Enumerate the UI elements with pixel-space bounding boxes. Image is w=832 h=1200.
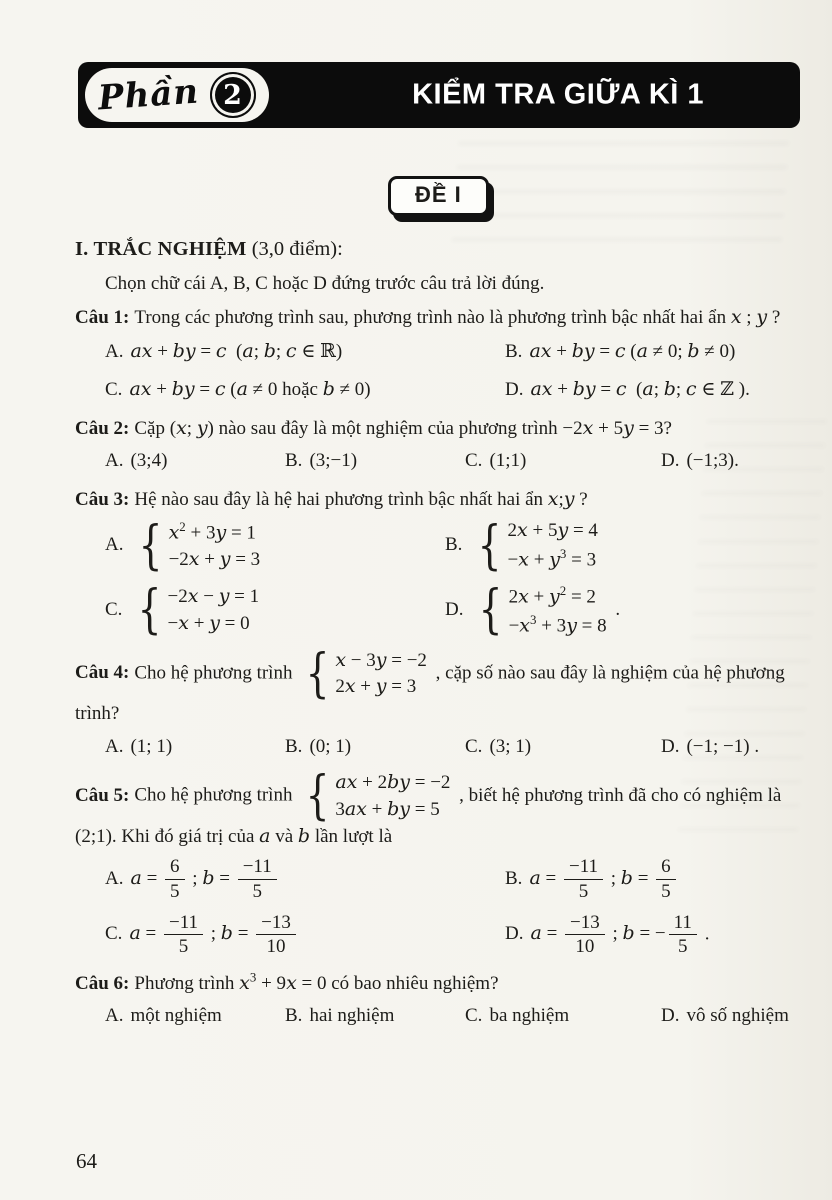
equation: 2x + 5y = 4 bbox=[507, 519, 598, 542]
exam-badge-label: ĐỀ I bbox=[415, 182, 462, 207]
page-number: 64 bbox=[76, 1149, 97, 1173]
option-letter: C. bbox=[105, 923, 123, 945]
option-letter: B. bbox=[505, 867, 523, 889]
answer-option bbox=[505, 912, 804, 959]
text-run: . bbox=[699, 923, 710, 945]
question-label: Câu 2: bbox=[75, 417, 130, 439]
fraction-denominator: 5 bbox=[578, 880, 589, 902]
option-letter: D. bbox=[505, 923, 524, 945]
fraction-denominator: 5 bbox=[252, 880, 262, 902]
text-run: Cho hệ phương trình bbox=[134, 662, 298, 684]
page-content bbox=[75, 234, 804, 1040]
question-block bbox=[75, 414, 804, 476]
fraction-numerator: −13 bbox=[565, 912, 605, 936]
answer-option bbox=[285, 447, 465, 476]
text-run: ; b = bbox=[187, 866, 235, 889]
option-letter: B. bbox=[505, 340, 523, 362]
fraction bbox=[238, 856, 277, 903]
option-letter: A. bbox=[105, 735, 124, 757]
option-letter: A. bbox=[105, 340, 124, 362]
question-label: Câu 3: bbox=[75, 488, 130, 510]
system-brace-icon: { bbox=[139, 515, 163, 576]
question-block bbox=[75, 967, 804, 1030]
fraction-numerator: 6 bbox=[165, 856, 185, 880]
answer-option bbox=[105, 580, 445, 641]
option-letter: C. bbox=[105, 598, 123, 620]
part-number-circle bbox=[210, 72, 256, 118]
text-run: ax + by = c (a; b; c ∈ ℤ ). bbox=[530, 378, 750, 401]
instruction-text: Chọn chữ cái A, B, C hoặc D đứng trước câu trả lời đúng. bbox=[105, 272, 545, 294]
option-letter: C. bbox=[465, 1005, 483, 1027]
answer-option bbox=[505, 337, 804, 367]
fraction bbox=[164, 912, 203, 959]
system-brace-icon: { bbox=[305, 766, 330, 827]
fraction-numerator: 11 bbox=[669, 912, 697, 936]
text-run: (3;−1) bbox=[309, 450, 358, 472]
option-letter: B. bbox=[285, 450, 303, 472]
equation: 2x + y = 3 bbox=[335, 675, 417, 698]
question-text bbox=[75, 643, 804, 729]
options-row bbox=[75, 337, 804, 405]
equation: $2x + y^2 = 2$ bbox=[508, 582, 596, 608]
answer-option bbox=[505, 375, 804, 405]
equation: −x + y = 0 bbox=[167, 611, 250, 634]
text-run: ; b = bbox=[606, 866, 654, 889]
text-run: a = bbox=[529, 866, 561, 889]
section-heading bbox=[75, 234, 804, 265]
system-equations bbox=[335, 648, 427, 700]
option-letter: D. bbox=[445, 598, 464, 620]
header-banner bbox=[78, 62, 800, 128]
text-run: Phương trình $x^3 + 9x = 0$ có bao nhiêu nghiệm? bbox=[134, 969, 499, 994]
answer-option bbox=[465, 733, 661, 762]
options-row bbox=[75, 733, 804, 762]
question-block bbox=[75, 485, 804, 639]
answer-option bbox=[661, 733, 804, 762]
option-letter: D. bbox=[661, 450, 680, 472]
fraction-denominator: 5 bbox=[170, 880, 180, 902]
question-label: Câu 5: bbox=[75, 784, 130, 806]
answer-option bbox=[105, 375, 505, 405]
options-row bbox=[75, 447, 804, 476]
text-run: , biết hệ phương trình đã cho có nghiệm là (2;1). Khi đó giá trị của a và b lần lượt là bbox=[75, 784, 782, 848]
fraction-numerator: 6 bbox=[656, 856, 676, 880]
text-run: Cho hệ phương trình bbox=[134, 784, 298, 806]
answer-option bbox=[105, 733, 285, 762]
fraction bbox=[565, 912, 605, 959]
equation-system bbox=[301, 643, 427, 704]
text-run: ; b = − bbox=[607, 922, 666, 945]
question-block bbox=[75, 766, 804, 958]
text-run: (−1;3). bbox=[686, 450, 739, 472]
equation: $x^2 + 3y = 1$ bbox=[168, 519, 256, 544]
option-letter: C. bbox=[105, 379, 123, 401]
option-letter: A. bbox=[105, 867, 124, 889]
answer-option bbox=[285, 1002, 465, 1031]
section-heading-title: I. TRẮC NGHIỆM bbox=[75, 238, 247, 260]
option-letter: C. bbox=[465, 450, 483, 472]
system-brace-icon: { bbox=[305, 643, 330, 704]
option-letter: D. bbox=[505, 379, 524, 401]
equation: 3ax + by = 5 bbox=[335, 797, 440, 820]
equation: x − 3y = −2 bbox=[335, 648, 427, 671]
text-run: (1; 1) bbox=[130, 735, 173, 757]
fraction bbox=[564, 856, 603, 903]
option-letter: B. bbox=[445, 533, 463, 555]
text-run: (0; 1) bbox=[309, 735, 352, 757]
question-label: Câu 4: bbox=[75, 662, 130, 684]
fraction-numerator: −11 bbox=[164, 912, 203, 936]
text-run: ax + by = c (a ≠ 0 hoặc b ≠ 0) bbox=[129, 378, 371, 401]
system-brace-icon: { bbox=[138, 580, 162, 641]
question-text bbox=[75, 967, 804, 998]
fraction-denominator: 5 bbox=[178, 936, 189, 958]
equation: ax + 2by = −2 bbox=[335, 771, 451, 794]
answer-option bbox=[105, 337, 505, 367]
option-letter: A. bbox=[105, 1005, 124, 1027]
equation: −2x − y = 1 bbox=[167, 585, 260, 608]
text-run: . bbox=[610, 598, 621, 620]
question-label: Câu 1: bbox=[75, 307, 130, 329]
text-run: ax + by = c (a; b; c ∈ ℝ) bbox=[130, 339, 343, 362]
text-run: ba nghiệm bbox=[489, 1005, 570, 1027]
answer-option bbox=[445, 515, 804, 576]
part-badge bbox=[85, 68, 269, 122]
fraction-denominator: 5 bbox=[678, 936, 688, 958]
fraction-denominator: 10 bbox=[575, 936, 595, 958]
equation-system bbox=[474, 582, 606, 639]
fraction-denominator: 10 bbox=[266, 936, 286, 958]
system-brace-icon: { bbox=[479, 580, 503, 641]
text-run: a = bbox=[129, 922, 161, 945]
question-text bbox=[75, 766, 804, 852]
answer-option bbox=[105, 856, 505, 903]
part-label: Phần bbox=[97, 71, 201, 119]
option-letter: C. bbox=[465, 735, 483, 757]
option-letter: B. bbox=[285, 1005, 303, 1027]
options-row bbox=[75, 515, 804, 641]
answer-option bbox=[661, 1002, 804, 1031]
equation-system bbox=[473, 515, 598, 576]
text-run: ; b = bbox=[206, 922, 254, 945]
option-letter: D. bbox=[661, 735, 680, 757]
equation: $-x + y^3 = 3$ bbox=[507, 545, 597, 571]
text-run: một nghiệm bbox=[130, 1005, 222, 1027]
text-run: (3;4) bbox=[130, 450, 168, 472]
fraction bbox=[256, 912, 296, 959]
options-row bbox=[75, 1002, 804, 1031]
text-run: (1;1) bbox=[489, 450, 527, 472]
banner-title: KIỂM TRA GIỮA KÌ 1 bbox=[412, 78, 704, 111]
system-equations bbox=[509, 582, 607, 639]
system-equations bbox=[335, 770, 450, 822]
equation-system bbox=[301, 766, 451, 827]
text-run: ax + by = c (a ≠ 0; b ≠ 0) bbox=[529, 339, 736, 362]
text-run: (−1; −1) . bbox=[686, 735, 760, 757]
text-run: Cặp (x; y) nào sau đây là một nghiệm của phương trình −2x + 5y = 3? bbox=[134, 416, 672, 439]
system-brace-icon: { bbox=[478, 515, 502, 576]
part-number: 2 bbox=[223, 79, 242, 111]
answer-option bbox=[105, 1002, 285, 1031]
fraction bbox=[165, 856, 185, 903]
system-equations bbox=[168, 584, 260, 636]
answer-option bbox=[105, 515, 445, 576]
option-letter: B. bbox=[285, 735, 303, 757]
equation-system bbox=[134, 515, 261, 576]
question-text bbox=[75, 303, 804, 333]
fraction-denominator: 5 bbox=[661, 880, 671, 902]
answer-option bbox=[661, 447, 804, 476]
questions bbox=[75, 303, 804, 1030]
question-label: Câu 6: bbox=[75, 972, 130, 994]
text-run: (3; 1) bbox=[489, 735, 532, 757]
question-block bbox=[75, 643, 804, 761]
answer-option bbox=[505, 856, 804, 903]
option-letter: A. bbox=[105, 533, 124, 555]
answer-option bbox=[105, 447, 285, 476]
exam-badge bbox=[388, 176, 489, 216]
options-row bbox=[75, 856, 804, 958]
fraction-numerator: −11 bbox=[564, 856, 603, 880]
fraction-numerator: −13 bbox=[256, 912, 296, 936]
equation: −2x + y = 3 bbox=[168, 548, 261, 571]
fraction bbox=[656, 856, 676, 903]
option-letter: D. bbox=[661, 1005, 680, 1027]
answer-option bbox=[445, 582, 804, 639]
answer-option bbox=[465, 1002, 661, 1031]
section-heading-suffix: (3,0 điểm): bbox=[246, 238, 343, 260]
equation: $-x^3 + 3y = 8$ bbox=[508, 611, 607, 637]
option-letter: A. bbox=[105, 450, 124, 472]
answer-option bbox=[285, 733, 465, 762]
question-text bbox=[75, 414, 804, 444]
text-run: Trong các phương trình sau, phương trình nào là phương trình bậc nhất hai ẩn x ; y ? bbox=[134, 306, 781, 329]
fraction-numerator: −11 bbox=[238, 856, 277, 880]
system-equations bbox=[169, 518, 261, 573]
text-run: a = bbox=[530, 922, 563, 945]
answer-option bbox=[105, 912, 505, 959]
equation-system bbox=[133, 580, 260, 641]
question-block bbox=[75, 303, 804, 405]
text-run: hai nghiệm bbox=[309, 1005, 395, 1027]
text-run: a = bbox=[130, 866, 163, 889]
fraction bbox=[669, 912, 697, 959]
system-equations bbox=[508, 518, 598, 573]
answer-option bbox=[465, 447, 661, 476]
question-text bbox=[75, 485, 804, 515]
text-run: vô số nghiệm bbox=[686, 1005, 789, 1027]
text-run: , cặp số nào sau đây là nghiệm của hệ phương trình? bbox=[75, 662, 785, 725]
text-run: Hệ nào sau đây là hệ hai phương trình bậc nhất hai ẩn x;y ? bbox=[134, 487, 588, 510]
